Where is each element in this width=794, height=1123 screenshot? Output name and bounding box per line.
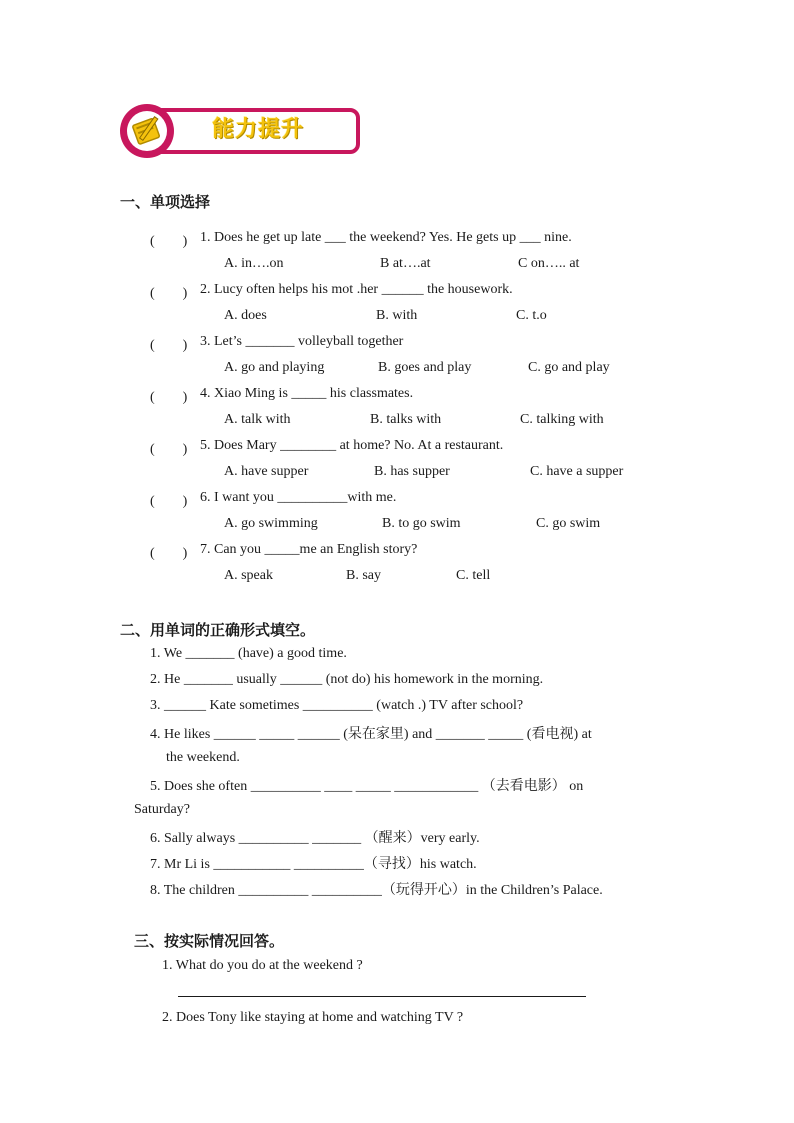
answer-paren: ( ) [150,338,188,353]
fill-item-7: 7. Mr Li is ___________ __________（寻找）his watch. [150,857,477,872]
option-c: C. t.o [516,308,547,323]
question-text: 2. Lucy often helps his mot .her ______ the housework. [200,282,513,297]
option-b: B at….at [380,256,431,271]
answer-paren: ( ) [150,442,188,457]
option-b: B. to go swim [382,516,461,531]
fill-item-3: 3. ______ Kate sometimes __________ (watch .) TV after school? [150,698,524,713]
answer-paren: ( ) [150,234,188,249]
question-text: 1. Does he get up late ___ the weekend? Yes. He gets up ___ nine. [200,230,572,245]
option-a: A. go and playing [224,360,325,375]
option-c: C. go swim [536,516,601,531]
fill-item-5: 5. Does she often __________ ____ _____ ____________ （去看电影） on [150,779,584,794]
fill-item-6: 6. Sally always __________ _______ （醒来）very early. [150,831,480,846]
option-c: C on….. at [518,256,580,271]
book-emblem [120,104,174,158]
section-banner [120,104,360,156]
fill-item-4: 4. He likes ______ _____ ______ (呆在家里) and _______ _____ (看电视) at [150,727,592,742]
answer-paren: ( ) [150,390,188,405]
answer-paren: ( ) [150,494,188,509]
option-a: A. speak [224,568,273,583]
answer-line-1[interactable] [178,996,586,997]
option-c: C. have a supper [530,464,624,479]
question-text: 7. Can you _____me an English story? [200,542,418,557]
fill-item-2: 2. He _______ usually ______ (not do) his homework in the morning. [150,672,544,687]
section2-heading: 二、用单词的正确形式填空。 [120,621,316,639]
section1-heading: 一、单项选择 [120,193,211,211]
option-a: A. does [224,308,267,323]
option-b: B. with [376,308,418,323]
section3-heading: 三、按实际情况回答。 [134,932,285,950]
option-a: A. in….on [224,256,284,271]
fill-item-8: 8. The children __________ __________（玩得开心）in the Children’s Palace. [150,883,603,898]
fill-item-1: 1. We _______ (have) a good time. [150,646,347,661]
option-c: C. tell [456,568,491,583]
fill-item-5-continued: Saturday? [134,802,190,817]
option-c: C. talking with [520,412,604,427]
banner-title: 能力提升 [212,117,305,142]
option-b: B. say [346,568,381,583]
option-a: A. talk with [224,412,291,427]
answer-paren: ( ) [150,286,188,301]
question-text: 6. I want you __________with me. [200,490,397,505]
answer-question-2: 2. Does Tony like staying at home and watching TV ? [162,1010,464,1025]
answer-question-1: 1. What do you do at the weekend ? [162,958,363,973]
option-c: C. go and play [528,360,610,375]
option-b: B. has supper [374,464,450,479]
question-text: 5. Does Mary ________ at home? No. At a restaurant. [200,438,504,453]
option-b: B. talks with [370,412,442,427]
question-text: 3. Let’s _______ volleyball together [200,334,404,349]
question-text: 4. Xiao Ming is _____ his classmates. [200,386,414,401]
option-a: A. have supper [224,464,309,479]
fill-item-4-continued: the weekend. [166,750,240,765]
option-a: A. go swimming [224,516,318,531]
option-b: B. goes and play [378,360,472,375]
answer-paren: ( ) [150,546,188,561]
book-pencil-icon [127,111,167,151]
